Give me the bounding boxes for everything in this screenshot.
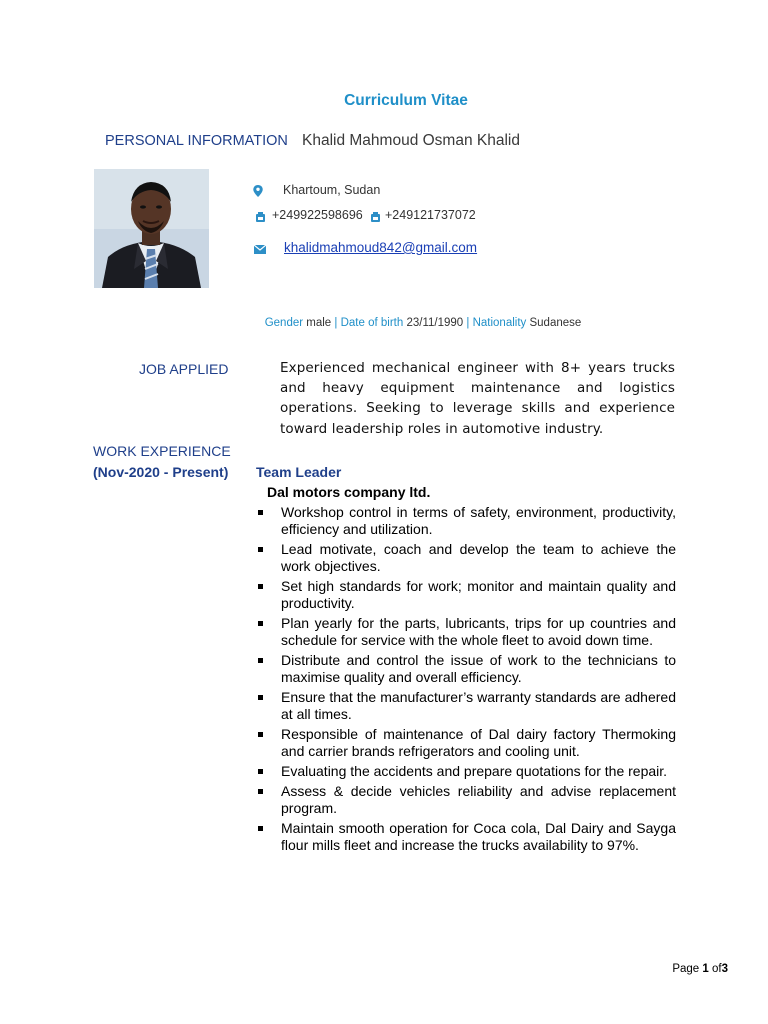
list-item xyxy=(258,652,676,685)
list-item xyxy=(258,504,676,537)
cv-title: Curriculum Vitae xyxy=(344,92,468,109)
job-applied-summary: Experienced mechanical engineer with 8+ years trucks and heavy equipment maintenance and logistics operations. Seeking to leverage skills and experience toward leadership roles in automotive industry. xyxy=(280,360,675,437)
bullet-icon xyxy=(258,695,263,700)
list-item xyxy=(258,763,676,780)
list-item xyxy=(258,689,676,722)
phone-number-primary: +249922598696 xyxy=(272,208,363,222)
duty-text: Maintain smooth operation for Coca cola, Dal Dairy and Sayga flour mills fleet and increase the trucks availability to 97%. xyxy=(281,820,676,853)
duty-text: Set high standards for work; monitor and maintain quality and productivity. xyxy=(281,577,676,611)
bullet-icon xyxy=(258,547,263,552)
bullet-icon xyxy=(258,769,263,774)
list-item xyxy=(258,820,676,853)
personal-details-line xyxy=(0,317,768,329)
company-name: Dal motors company ltd. xyxy=(267,484,431,500)
phone-icon xyxy=(255,210,266,228)
duties-list xyxy=(258,504,676,857)
nationality-label: Nationality xyxy=(472,317,527,329)
duty-text: Lead motivate, coach and develop the team to achieve the work objectives. xyxy=(281,540,676,574)
location-icon xyxy=(252,184,264,202)
separator: | xyxy=(466,317,470,329)
job-role: Team Leader xyxy=(256,464,342,480)
page-total: 3 xyxy=(721,963,728,975)
duty-text: Plan yearly for the parts, lubricants, trips for up countries and schedule for service with the whole fleet to avoid down time. xyxy=(281,614,676,648)
page-word: Page xyxy=(672,963,700,975)
job-applied-label: JOB APPLIED xyxy=(139,361,229,377)
duty-text: Evaluating the accidents and prepare quotations for the repair. xyxy=(281,762,668,779)
bullet-icon xyxy=(258,658,263,663)
duty-text: Assess & decide vehicles reliability and advise replacement program. xyxy=(281,783,676,816)
phone-icon-secondary xyxy=(370,210,381,228)
page-current: 1 xyxy=(702,963,709,975)
list-item xyxy=(258,615,676,648)
bullet-icon xyxy=(258,621,263,626)
bullet-icon xyxy=(258,789,263,794)
duty-text: Workshop control in terms of safety, environment, productivity, efficiency and utilization. xyxy=(281,504,676,537)
of-word: of xyxy=(712,963,722,975)
phone-number-secondary: +249121737072 xyxy=(385,208,476,222)
full-name: Khalid Mahmoud Osman Khalid xyxy=(302,132,520,149)
bullet-icon xyxy=(258,584,263,589)
portrait-photo xyxy=(94,169,209,288)
duty-text: Distribute and control the issue of work to the technicians to maximise quality and overall efficiency. xyxy=(281,651,676,685)
dob-label: Date of birth xyxy=(340,317,404,329)
duty-text: Ensure that the manufacturer’s warranty standards are adhered at all times. xyxy=(281,688,676,722)
separator: | xyxy=(334,317,338,329)
email-icon xyxy=(254,241,266,259)
email-link[interactable]: khalidmahmoud842@gmail.com xyxy=(284,240,478,255)
job-period: (Nov-2020 - Present) xyxy=(93,464,229,480)
list-item xyxy=(258,541,676,574)
bullet-icon xyxy=(258,510,263,515)
nationality-value: Sudanese xyxy=(529,317,582,329)
bullet-icon xyxy=(258,826,263,831)
list-item xyxy=(258,578,676,611)
gender-label: Gender xyxy=(264,317,304,329)
location-text: Khartoum, Sudan xyxy=(283,183,381,197)
dob-value: 23/11/1990 xyxy=(406,317,464,329)
list-item xyxy=(258,783,676,816)
list-item xyxy=(258,726,676,759)
page-number xyxy=(672,963,728,975)
bullet-icon xyxy=(258,732,263,737)
gender-value: male xyxy=(306,317,332,329)
duty-text: Responsible of maintenance of Dal dairy factory Thermoking and carrier brands refrigerators and cooling unit. xyxy=(281,725,676,759)
personal-information-label: PERSONAL INFORMATION xyxy=(105,133,288,149)
work-experience-label: WORK EXPERIENCE xyxy=(93,443,231,459)
